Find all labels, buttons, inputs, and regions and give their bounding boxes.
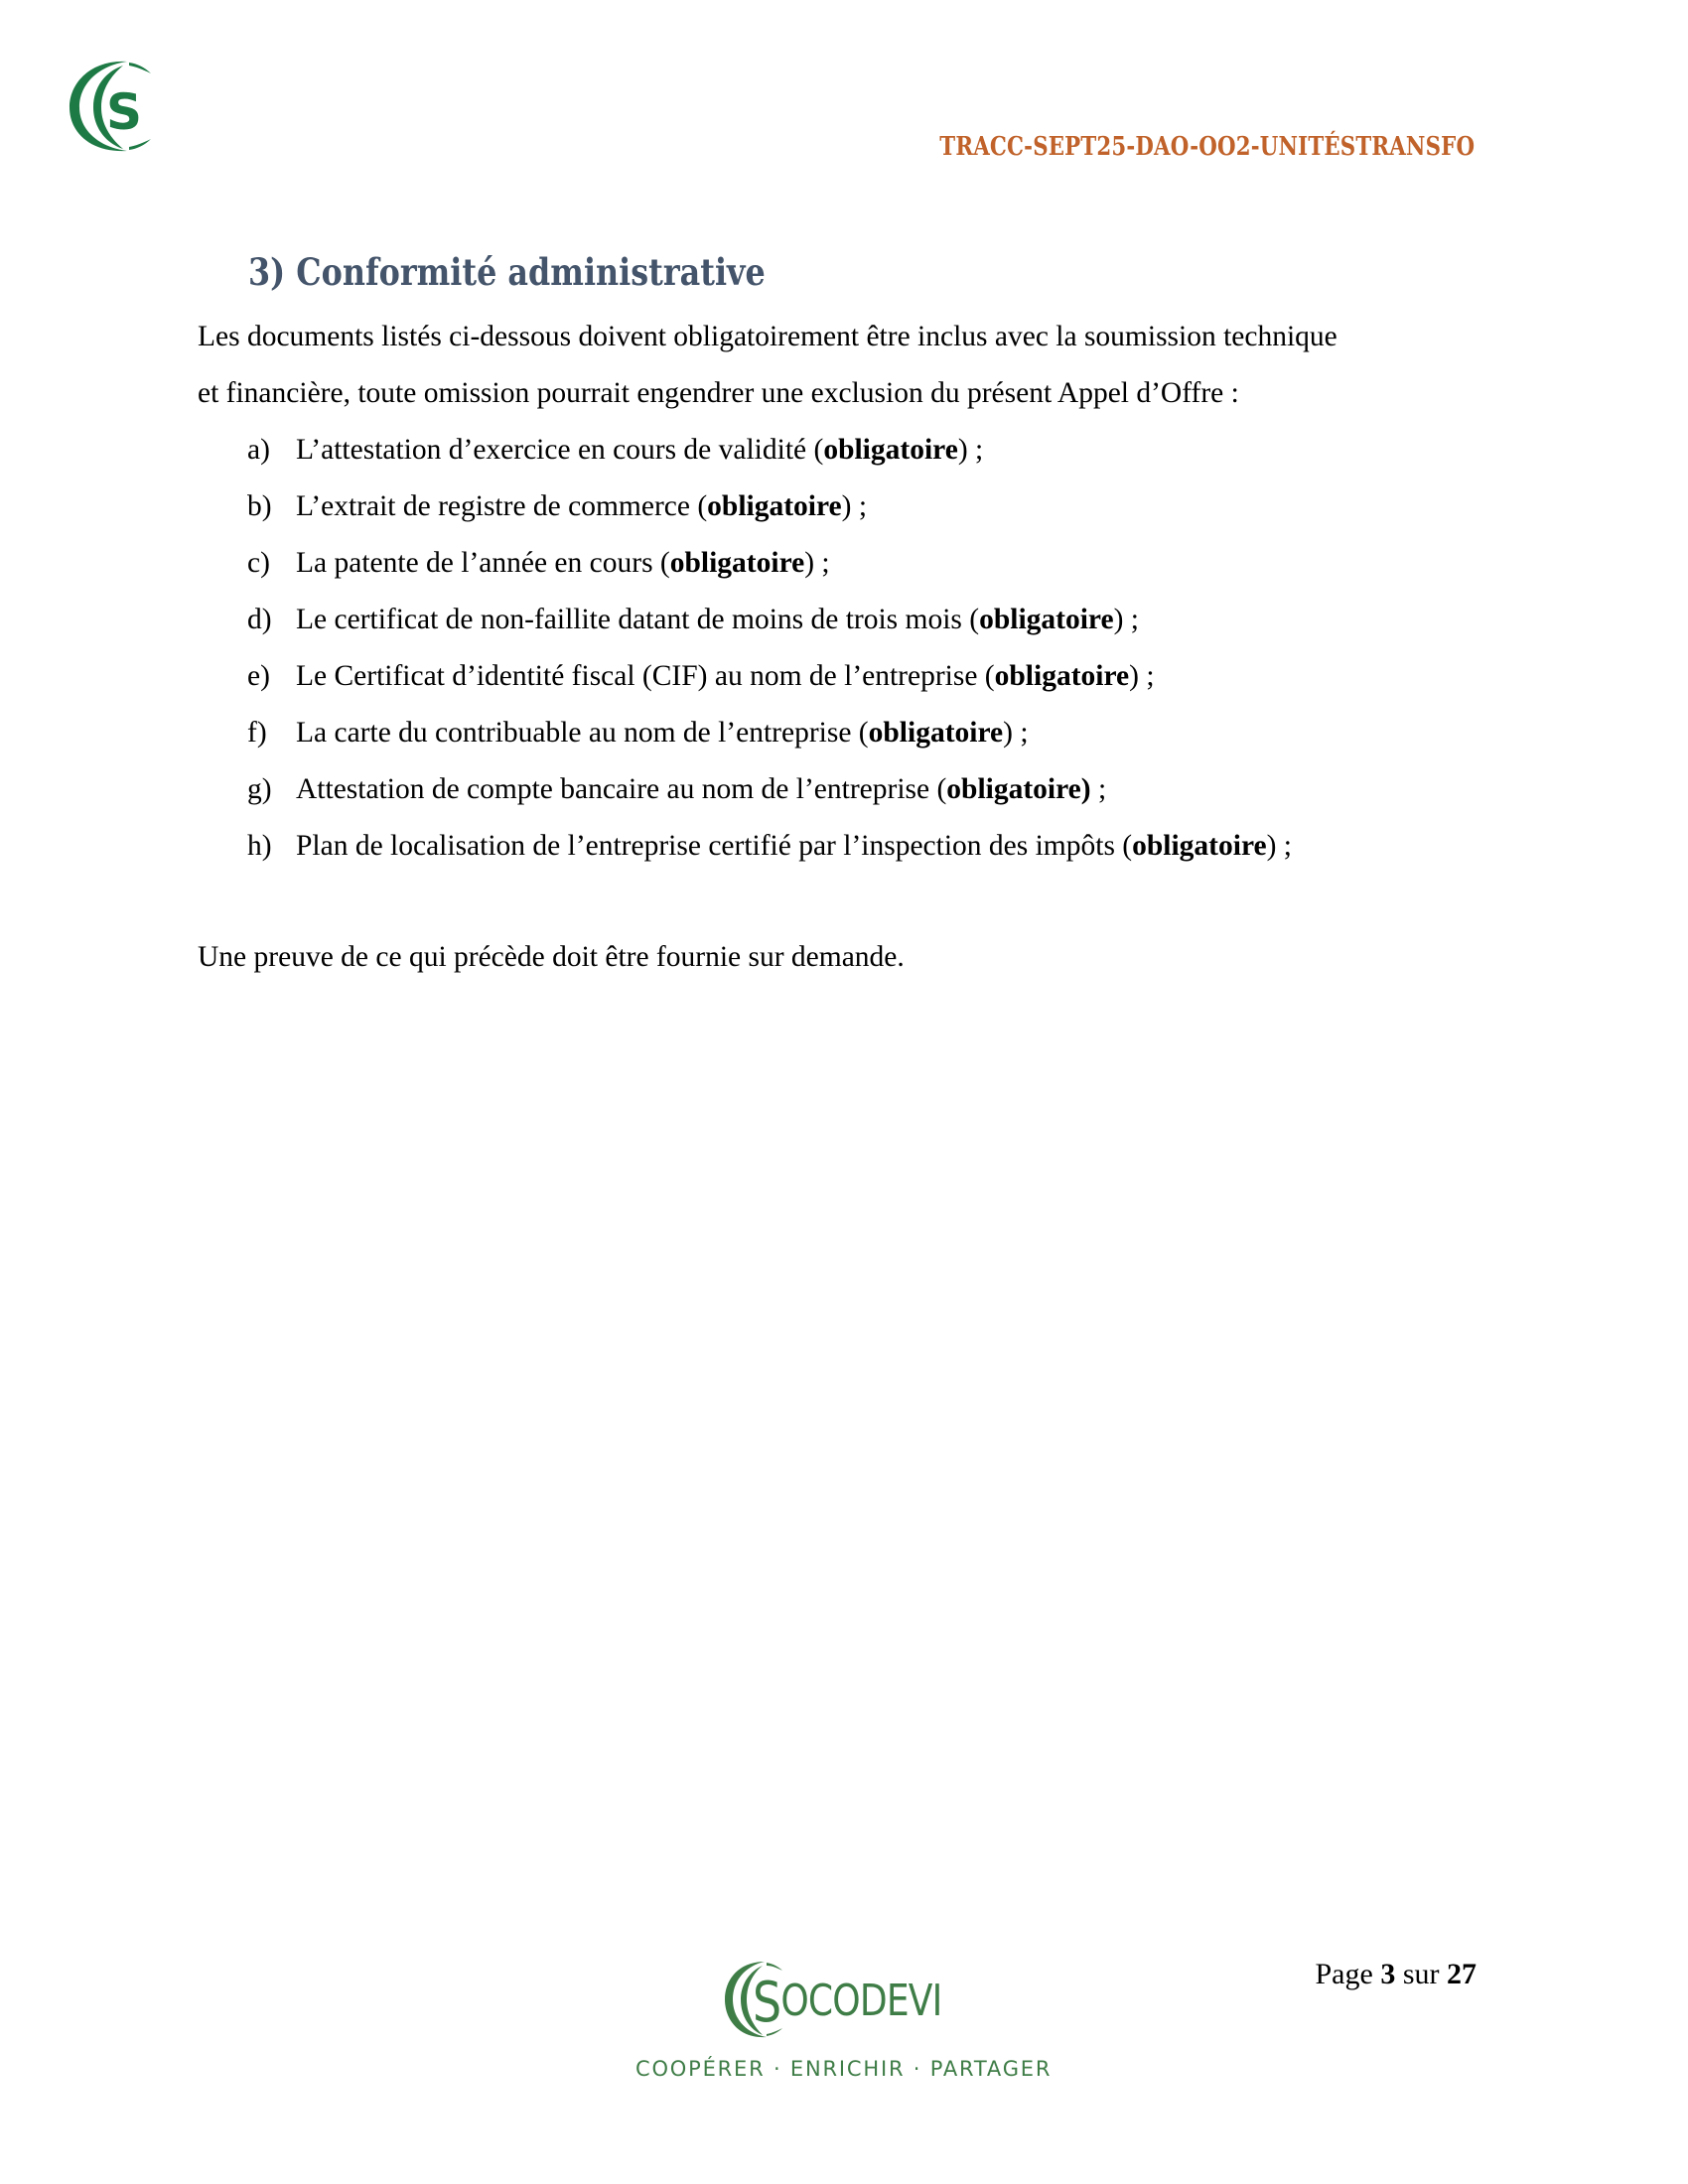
wordmark-initial: S xyxy=(753,1971,781,2035)
page-total: 27 xyxy=(1447,1958,1477,1990)
item-text: Le certificat de non-faillite datant de moins de trois mois ( xyxy=(296,604,980,635)
list-marker: a) xyxy=(247,434,270,466)
item-suffix: ) ; xyxy=(1113,604,1139,635)
intro-paragraph xyxy=(198,309,1488,422)
page-label: Page xyxy=(1315,1958,1373,1990)
item-suffix: ; xyxy=(1090,773,1107,805)
item-suffix: ) ; xyxy=(1266,830,1293,862)
item-suffix: ) ; xyxy=(1129,660,1155,692)
footer-tagline: COOPÉRER · ENRICHIR · PARTAGER xyxy=(635,2057,1053,2081)
item-bold: obligatoire xyxy=(823,434,958,466)
item-bold: obligatoire xyxy=(707,490,842,522)
list-marker: b) xyxy=(247,490,272,522)
list-marker: h) xyxy=(247,830,272,862)
page-sep: sur xyxy=(1402,1958,1440,1990)
footer-wordmark xyxy=(753,1971,941,2035)
item-bold: obligatoire xyxy=(979,604,1114,635)
item-suffix: ) ; xyxy=(841,490,868,522)
item-bold: obligatoire xyxy=(994,660,1130,692)
list-marker: g) xyxy=(247,773,272,805)
svg-text:S: S xyxy=(106,83,143,141)
wordmark-rest: OCODEVI xyxy=(780,1976,942,2026)
item-text: L’attestation d’exercice en cours de validité ( xyxy=(296,434,824,466)
item-text: La patente de l’année en cours ( xyxy=(296,547,670,579)
section-heading: 3) Conformité administrative xyxy=(248,250,766,294)
item-suffix: ) ; xyxy=(804,547,830,579)
page-current: 3 xyxy=(1380,1958,1396,1990)
item-text: Plan de localisation de l’entreprise certifié par l’inspection des impôts ( xyxy=(296,830,1133,862)
item-text: Attestation de compte bancaire au nom de l’entreprise ( xyxy=(296,773,947,805)
intro-line: Les documents listés ci-dessous doivent obligatoirement être inclus avec la soumission technique xyxy=(198,321,1337,352)
item-text: L’extrait de registre de commerce ( xyxy=(296,490,708,522)
item-bold: obligatoire xyxy=(669,547,805,579)
item-text: La carte du contribuable au nom de l’entreprise ( xyxy=(296,717,869,749)
list-marker: e) xyxy=(247,660,270,692)
list-marker: f) xyxy=(247,717,267,749)
document-reference: TRACC-SEPT25-DAO-OO2-UNITÉSTRANSFO xyxy=(939,132,1475,162)
item-suffix: ) ; xyxy=(957,434,984,466)
socodevi-cs-logo-icon xyxy=(66,56,155,157)
list-marker: d) xyxy=(247,604,272,635)
list-marker: c) xyxy=(247,547,270,579)
intro-line: et financière, toute omission pourrait engendrer une exclusion du présent Appel d’Offre : xyxy=(198,377,1239,409)
page-number xyxy=(1316,1958,1477,1991)
item-bold: obligatoire) xyxy=(946,773,1091,805)
item-suffix: ) ; xyxy=(1003,717,1029,749)
closing-sentence: Une preuve de ce qui précède doit être fournie sur demande. xyxy=(198,941,905,973)
item-bold: obligatoire xyxy=(868,717,1004,749)
item-bold: obligatoire xyxy=(1132,830,1267,862)
item-text: Le Certificat d’identité fiscal (CIF) au nom de l’entreprise ( xyxy=(296,660,995,692)
